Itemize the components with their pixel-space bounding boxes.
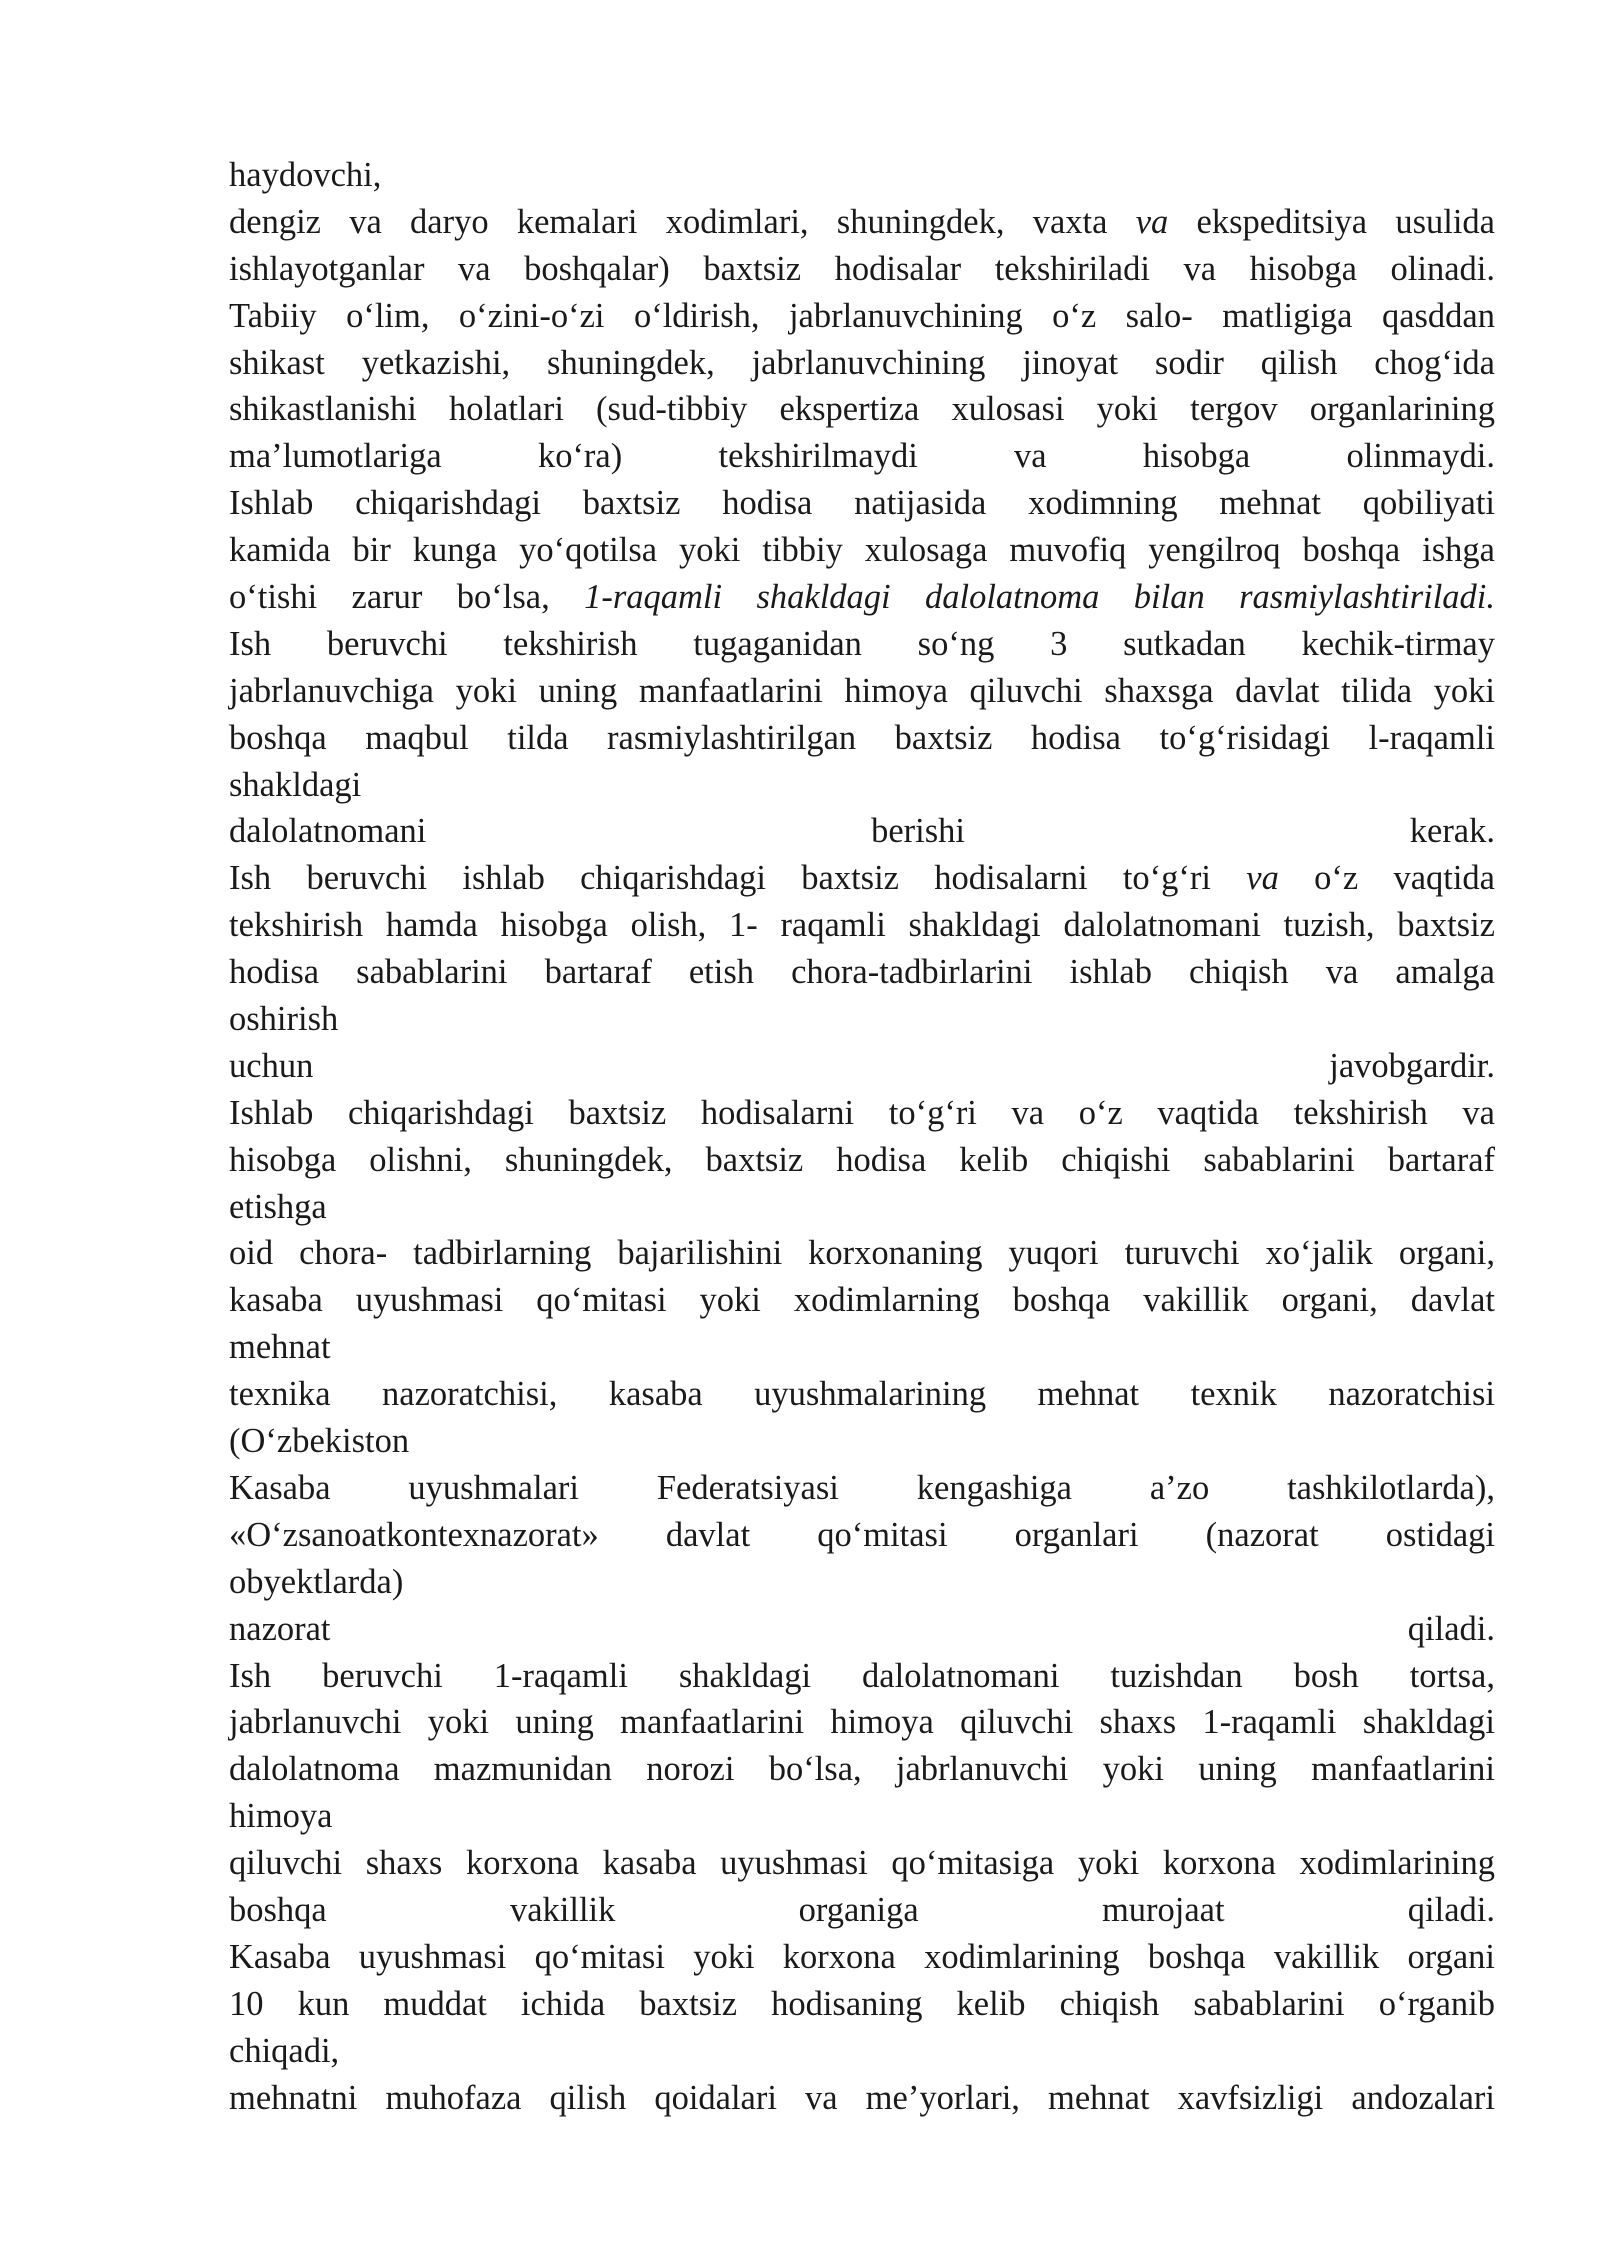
text-line: shikastlanishi holatlari (sud-tibbiy ekspertiza xulosasi yoki tergov organlarining (229, 390, 1495, 429)
text-line: 10 kun muddat ichida baxtsiz hodisaning kelib chiqish sabablarini o‘rganib (229, 1984, 1495, 2023)
text-line: «O‘zsanoatkontexnazorat» davlat qo‘mitasi organlari (nazorat ostidagi (229, 1515, 1495, 1554)
text-line: o‘tishi zarur bo‘lsa, 1-raqamli shakldagi dalolatnoma bilan rasmiylashtiriladi. (229, 578, 1495, 617)
text-line: obyektlarda) (229, 1562, 404, 1601)
text-line: dalolatnoma mazmunidan norozi bo‘lsa, jabrlanuvchi yoki uning manfaatlarini (229, 1750, 1495, 1789)
text-line: boshqa maqbul tilda rasmiylashtirilgan baxtsiz hodisa to‘g‘risidagi l-raqamli (229, 718, 1495, 757)
text-line: jabrlanuvchi yoki uning manfaatlarini himoya qiluvchi shaxs 1-raqamli shakldagi (229, 1703, 1495, 1742)
text-line: mehnatni muhofaza qilish qoidalari va me’yorlari, mehnat xavfsizligi andozalari (229, 2078, 1495, 2117)
text-line: chiqadi, (229, 2031, 340, 2070)
text-line: Tabiiy o‘lim, o‘zini-o‘zi o‘ldirish, jabrlanuvchining o‘z salo- matligiga qasddan (229, 296, 1495, 335)
text-line: etishga (229, 1187, 327, 1226)
text-line: haydovchi, (229, 156, 382, 194)
text-line: shakldagi (229, 765, 362, 804)
text-line: hodisa sabablarini bartaraf etish chora-tadbirlarini ishlab chiqish va amalga (229, 953, 1495, 992)
text-line: texnika nazoratchisi, kasaba uyushmalarining mehnat texnik nazoratchisi (229, 1375, 1495, 1414)
document-page (229, 152, 1495, 2121)
text-line: tekshirish hamda hisobga olish, 1- raqamli shakldagi dalolatnomani tuzish, baxtsiz (229, 906, 1495, 945)
text-line: himoya (229, 1797, 333, 1836)
text-line: mehnat (229, 1328, 331, 1367)
text-line: uchun javobgardir. (229, 1046, 1495, 1085)
text-line: kamida bir kunga yo‘qotilsa yoki tibbiy xulosaga muvofiq yengilroq boshqa ishga (229, 531, 1495, 570)
text-line: nazorat qiladi. (229, 1609, 1495, 1648)
text-line: (O‘zbekiston (229, 1422, 410, 1461)
text-line: kasaba uyushmasi qo‘mitasi yoki xodimlarning boshqa vakillik organi, davlat (229, 1281, 1495, 1320)
text-line: Ishlab chiqarishdagi baxtsiz hodisa natijasida xodimning mehnat qobiliyati (229, 484, 1495, 523)
text-line: Kasaba uyushmasi qo‘mitasi yoki korxona xodimlarining boshqa vakillik organi (229, 1937, 1495, 1976)
text-line: Kasaba uyushmalari Federatsiyasi kengashiga a’zo tashkilotlarda), (229, 1468, 1495, 1507)
text-line: dengiz va daryo kemalari xodimlari, shuningdek, vaxta va ekspeditsiya usulida (229, 202, 1495, 241)
text-line: oid chora- tadbirlarning bajarilishini korxonaning yuqori turuvchi xo‘jalik organi, (229, 1234, 1495, 1273)
text-line: Ish beruvchi ishlab chiqarishdagi baxtsiz hodisalarni to‘g‘ri va o‘z vaqtida (229, 859, 1495, 898)
text-line: jabrlanuvchiga yoki uning manfaatlarini himoya qiluvchi shaxsga davlat tilida yoki (229, 671, 1495, 710)
text-line: hisobga olishni, shuningdek, baxtsiz hodisa kelib chiqishi sabablarini bartaraf (229, 1140, 1495, 1179)
text-line: shikast yetkazishi, shuningdek, jabrlanuvchining jinoyat sodir qilish chog‘ida (229, 343, 1495, 382)
text-line: oshirish (229, 1000, 339, 1039)
text-line: Ishlab chiqarishdagi baxtsiz hodisalarni to‘g‘ri va o‘z vaqtida tekshirish va (229, 1093, 1495, 1132)
text-line: Ish beruvchi 1-raqamli shakldagi dalolatnomani tuzishdan bosh tortsa, (229, 1656, 1495, 1695)
text-line: qiluvchi shaxs korxona kasaba uyushmasi qo‘mitasiga yoki korxona xodimlarining (229, 1844, 1495, 1883)
text-line: Ish beruvchi tekshirish tugaganidan so‘ng 3 sutkadan kechik-tirmay (229, 624, 1495, 663)
text-line: dalolatnomani berishi kerak. (229, 812, 1495, 851)
text-line: boshqa vakillik organiga murojaat qiladi. (229, 1890, 1495, 1929)
text-line: ishlayotganlar va boshqalar) baxtsiz hodisalar tekshiriladi va hisobga olinadi. (229, 249, 1495, 288)
text-line: ma’lumotlariga ko‘ra) tekshirilmaydi va hisobga olinmaydi. (229, 437, 1495, 476)
